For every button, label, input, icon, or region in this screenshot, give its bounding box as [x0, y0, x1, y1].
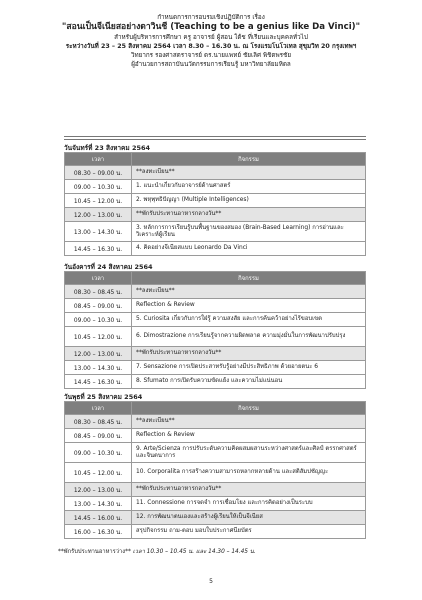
time-cell: 12.00 – 13.00 น. — [65, 347, 132, 361]
table-row — [65, 347, 366, 361]
time-column-header: เวลา — [65, 272, 132, 285]
footnote-times: เวลา 10.30 – 10.45 น. และ 14.30 – 14.45 น. — [132, 549, 256, 555]
table-row — [65, 361, 366, 375]
table-header-row — [65, 402, 366, 415]
table-row — [65, 299, 366, 313]
activity-cell: **พักรับประทานอาหารกลางวัน** — [132, 208, 366, 222]
activity-cell: สรุปกิจกรรม ถาม-ตอบ มอบใบประกาศนียบัตร — [132, 525, 366, 539]
footnote-label: **พักรับประทานอาหารว่าง** — [58, 549, 131, 555]
activity-cell: **พักรับประทานอาหารกลางวัน** — [132, 483, 366, 497]
time-cell: 14.45 – 16.00 น. — [65, 511, 132, 525]
divider-line — [64, 136, 366, 137]
time-cell: 14.45 – 16.30 น. — [65, 375, 132, 389]
time-cell: 13.00 – 14.30 น. — [65, 497, 132, 511]
time-cell: 16.00 – 16.30 น. — [65, 525, 132, 539]
activity-column-header: กิจกรรม — [132, 153, 366, 166]
time-cell: 08.45 – 09.00 น. — [65, 429, 132, 443]
activity-cell: 10. Corporalita การสร้างความสามารถหลากหลายด้าน และสติสัมปชัญญะ — [132, 463, 366, 483]
time-cell: 08.45 – 09.00 น. — [65, 299, 132, 313]
table-row — [65, 497, 366, 511]
day-3-schedule — [64, 401, 366, 539]
audience-line: สำหรับผู้บริหารการศึกษา ครู อาจารย์ ผู้สอน ใต้ช ที่เรียนและบุคคลทั่วไป — [114, 34, 308, 41]
table-row — [65, 327, 366, 347]
speaker-affiliation: ผู้อำนวยการสถาบันนวัตกรรมการเรียนรู้ มหาวิทยาลัยมหิดล — [131, 61, 291, 68]
time-cell: 10.45 – 12.00 น. — [65, 327, 132, 347]
activity-cell: 5. Curiosita เกี่ยวกับการใฝ่รู้ ความสงสัย และการค้นคว้าอย่างไร้ขอบเขต — [132, 313, 366, 327]
table-row — [65, 525, 366, 539]
table-row — [65, 180, 366, 194]
document-header — [0, 0, 422, 69]
time-cell: 09.00 – 10.30 น. — [65, 313, 132, 327]
activity-cell: 9. Arte/Scienza การปรับระดับความคิดผสมผสานระหว่างศาสตร์และศิลป์ ตรรกศาสตร์ และจินตนาการ — [132, 443, 366, 463]
table-row — [65, 511, 366, 525]
time-cell: 10.45 – 12.00 น. — [65, 194, 132, 208]
time-column-header: เวลา — [65, 153, 132, 166]
activity-cell: 7. Sensazione การเปิดประสาทรับรู้อย่างมีประสิทธิภาพ ด้วยอายตนะ 6 — [132, 361, 366, 375]
activity-cell: **พักรับประทานอาหารกลางวัน** — [132, 347, 366, 361]
table-row — [65, 222, 366, 242]
time-cell: 08.30 – 08.45 น. — [65, 285, 132, 299]
activity-cell: 12. การพัฒนาตนเองและสร้างผู้เรียนให้เป็นจีเนียส — [132, 511, 366, 525]
divider-line — [64, 139, 366, 140]
table-row — [65, 415, 366, 429]
time-cell: 13.00 – 14.30 น. — [65, 361, 132, 375]
day-2-schedule — [64, 271, 366, 389]
time-cell: 09.00 – 10.30 น. — [65, 180, 132, 194]
activity-cell: 8. Sfumato การเปิดรับความขัดแย้ง และความไม่แน่นอน — [132, 375, 366, 389]
table-row — [65, 313, 366, 327]
table-row — [65, 208, 366, 222]
time-cell: 13.00 – 14.30 น. — [65, 222, 132, 242]
activity-cell: 4. คิดอย่างจีเนียสแบบ Leonardo Da Vinci — [132, 242, 366, 256]
activity-cell: 2. พหุพุทธิปัญญา (Multiple Intelligences) — [132, 194, 366, 208]
header-intro: กำหนดการการอบรมเชิงปฏิบัติการ เรื่อง — [157, 14, 265, 21]
time-cell: 08.30 – 08.45 น. — [65, 415, 132, 429]
date-venue-line: ระหว่างวันที่ 23 – 25 สิงหาคม 2564 เวลา 8.30 – 16.30 น. ณ โรงแรมโนโวเทล สุขุมวิท 20 กรุงเทพฯ — [65, 43, 357, 50]
table-row — [65, 483, 366, 497]
activity-column-header: กิจกรรม — [132, 402, 366, 415]
activity-cell: 1. แนะนำเกี่ยวกับอาจารย์ด้านศาสตร์ — [132, 180, 366, 194]
activity-cell: 6. Dimostrazione การเรียนรู้จากความผิดพลาด ความมุ่งมั่นในการพัฒนาปรับปรุง — [132, 327, 366, 347]
time-cell: 08.30 – 09.00 น. — [65, 166, 132, 180]
table-row — [65, 194, 366, 208]
table-row — [65, 443, 366, 463]
day-1-title: วันจันทร์ที่ 23 สิงหาคม 2564 — [64, 144, 151, 152]
activity-cell: **ลงทะเบียน** — [132, 415, 366, 429]
activity-cell: **ลงทะเบียน** — [132, 166, 366, 180]
activity-cell: 11. Connessione การจดจำ การเชื่อมโยง และการคิดอย่างเป็นระบบ — [132, 497, 366, 511]
table-row — [65, 463, 366, 483]
activity-cell: 3. หลักการการเรียนรู้บนพื้นฐานของสมอง (Brain-Based Learning) การอ่านและวิเคราะห์ผู้เรียน — [132, 222, 366, 242]
table-header-row — [65, 272, 366, 285]
workshop-title: "สอนเป็นจีเนียสอย่างดาวินชี (Teaching to be a genius like Da Vinci)" — [61, 22, 361, 32]
time-column-header: เวลา — [65, 402, 132, 415]
table-header-row — [65, 153, 366, 166]
table-row — [65, 166, 366, 180]
break-footnote — [58, 546, 256, 556]
time-cell: 09.00 – 10.30 น. — [65, 443, 132, 463]
page-number: 5 — [209, 578, 213, 585]
table-row — [65, 285, 366, 299]
time-cell: 12.00 – 13.00 น. — [65, 208, 132, 222]
table-row — [65, 242, 366, 256]
activity-cell: **ลงทะเบียน** — [132, 285, 366, 299]
table-row — [65, 429, 366, 443]
time-cell: 12.00 – 13.00 น. — [65, 483, 132, 497]
time-cell: 10.45 – 12.00 น. — [65, 463, 132, 483]
speaker-line: วิทยากร รองศาสตราจารย์ ดร.นายแพทย์ ชัยเลิศ พิชิตพรชัย — [130, 52, 292, 59]
day-2-title: วันอังคารที่ 24 สิงหาคม 2564 — [64, 263, 153, 271]
activity-cell: Reflection & Review — [132, 299, 366, 313]
day-1-schedule — [64, 152, 366, 256]
time-cell: 14.45 – 16.30 น. — [65, 242, 132, 256]
day-3-title: วันพุธที่ 25 สิงหาคม 2564 — [64, 393, 143, 401]
activity-column-header: กิจกรรม — [132, 272, 366, 285]
table-row — [65, 375, 366, 389]
activity-cell: Reflection & Review — [132, 429, 366, 443]
